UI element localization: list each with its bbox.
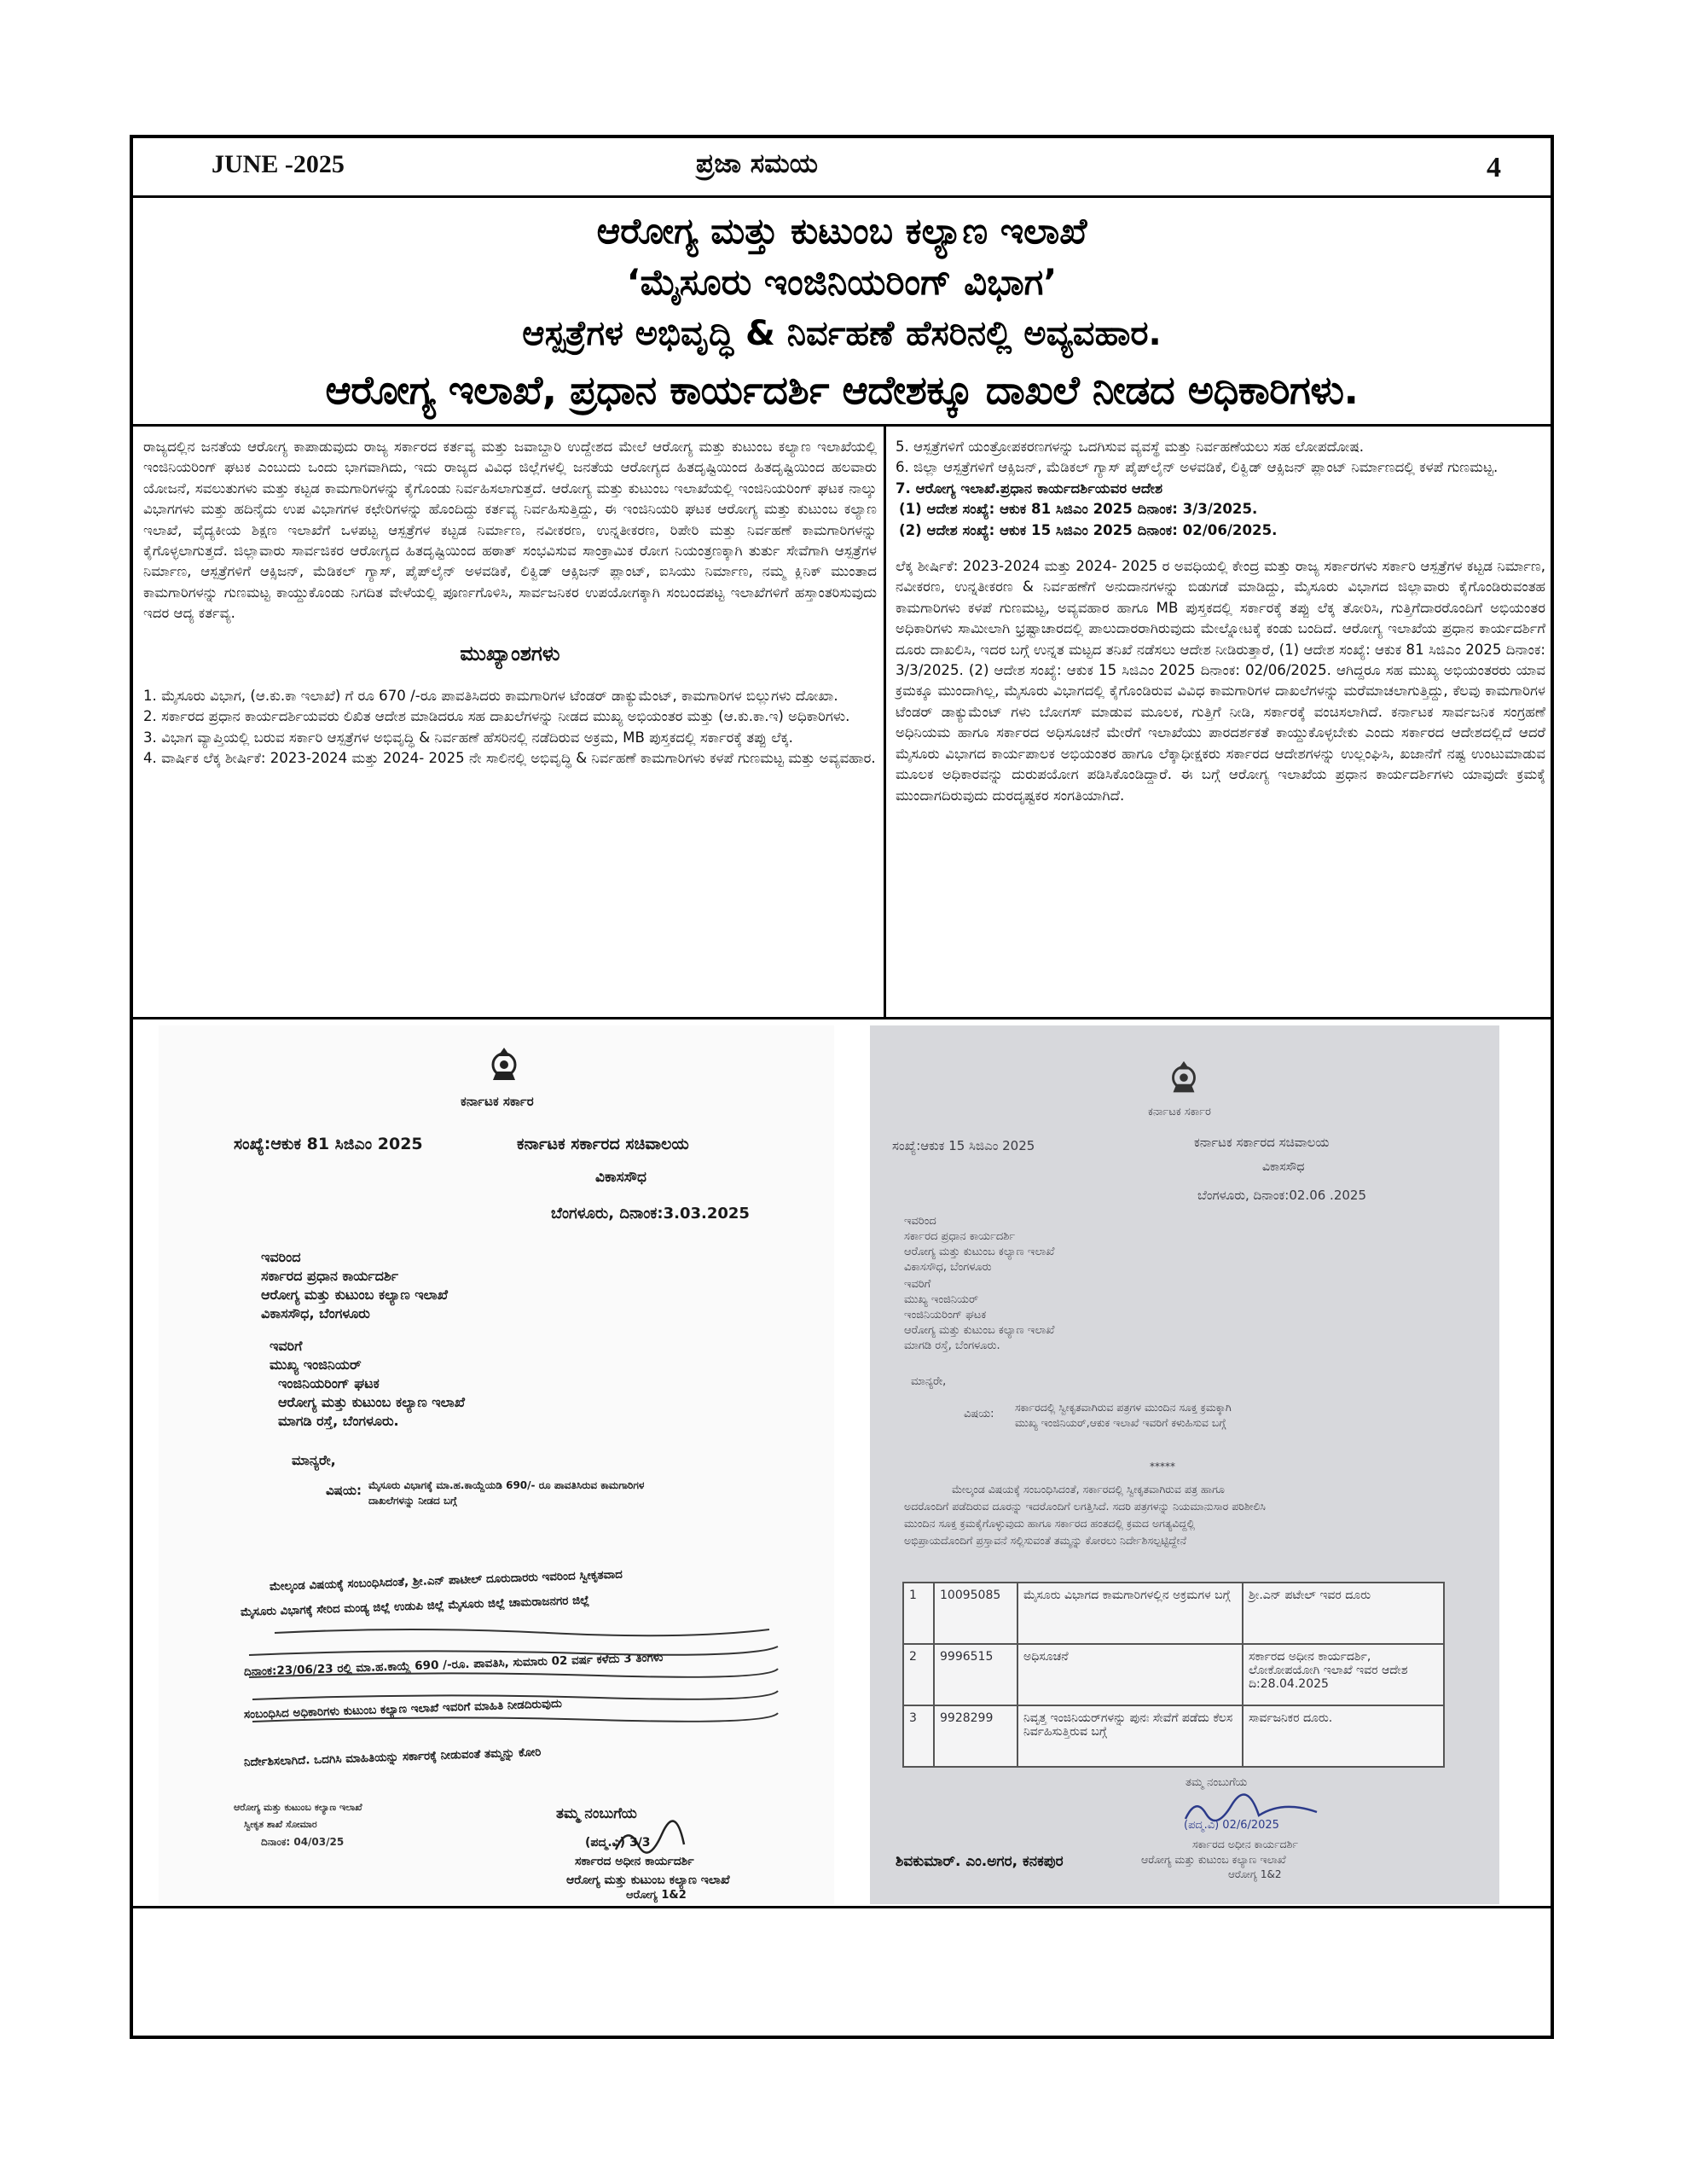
footer-divider [133, 1906, 1551, 1908]
page-number: 4 [1487, 152, 1501, 183]
newspaper-page [130, 135, 1554, 2039]
receipt-stamp-date: ದಿನಾಂಕ: 04/03/25 [261, 1836, 345, 1848]
photo-credit: ಶಿವಕುಮಾರ್. ಎಂ.ಅಗರ, ಕನಕಪುರ [896, 1853, 1064, 1870]
salutation: ಮಾನ್ಯರೇ, [292, 1452, 336, 1468]
highlight-point: 6. ಜಿಲ್ಲಾ ಆಸ್ಪತ್ರೆಗಳಿಗೆ ಆಕ್ಸಿಜನ್, ಮೆಡಿಕಲ್ ಗ್ಯಾಸ್ ಪೈಪ್‌ಲೈನ್ ಅಳವಡಿಕೆ, ಲಿಕ್ವಿಡ್ ಆಕ್ಸಿಜನ್ ಪ್ಲಾಂಟ್ ನಿರ್ಮಾಣದಲ್ಲಿ ಕಳಪೆ ಗುಣಮಟ್ಟ. [896, 459, 1499, 476]
separator-stars: ***** [1150, 1461, 1175, 1472]
signatory-title: ಸರ್ಕಾರದ ಅಧೀನ ಕಾರ್ಯದರ್ಶಿ [1192, 1838, 1298, 1850]
issue-date: JUNE -2025 [212, 150, 345, 178]
letter-body-line: ನಿರ್ದೇಶಿಸಲಾಗಿದೆ. ಒದಗಿಸಿ ಮಾಹಿತಿಯನ್ನು ಸರ್ಕಾರಕ್ಕೆ ನೀಡುವಂತೆ ತಮ್ಮನ್ನು ಕೋರಿ [243, 1745, 542, 1769]
headline-line-4: ಆರೋಗ್ಯ ಇಲಾಖೆ, ಪ್ರಧಾನ ಕಾರ್ಯದರ್ಶಿ ಆದೇಶಕ್ಕೂ ದಾಖಲೆ ನೀಡದ ಅಧಿಕಾರಿಗಳು. [325, 367, 1359, 413]
signatory-section: ಆರೋಗ್ಯ 1&2 [626, 1889, 687, 1902]
receipt-stamp-line: ಸ್ವೀಕೃತ ಶಾಖೆ ಸೋಮಾರ [244, 1819, 317, 1830]
subject-label: ವಿಷಯ: [964, 1408, 994, 1420]
to-label: ಇವರಿಗೆ [270, 1338, 303, 1354]
letter-date: ಬೆಂಗಳೂರು, ದಿನಾಂಕ:3.03.2025 [551, 1205, 750, 1223]
signatory-section: ಆರೋಗ್ಯ 1&2 [1228, 1868, 1282, 1880]
sender-line: ಆರೋಗ್ಯ ಮತ್ತು ಕುಟುಂಬ ಕಲ್ಯಾಣ ಇಲಾಖೆ [904, 1246, 1055, 1258]
table-cell: 2 [903, 1644, 934, 1705]
karnataka-emblem-icon [1163, 1060, 1204, 1101]
highlight-point: 1. ಮೈಸೂರು ವಿಭಾಗ, (ಆ.ಕು.ಕಾ ಇಲಾಖೆ) ಗೆ ರೂ 670 /-ರೂ ಪಾವತಿಸಿದರು ಕಾಮಗಾರಿಗಳ ಟೆಂಡರ್ ಡಾಕ್ಯುಮೆಂಟ್, ಕಾಮಗಾರಿಗಳ ಬಿಲ್ಲುಗಳು ದೋಖಾ. [143, 688, 838, 705]
letter-subject: ಮೈಸೂರು ವಿಭಾಗಕ್ಕೆ ಮಾ.ಹ.ಕಾಯ್ದೆಯಡಿ 690/- ರೂ ಪಾವತಿಸಿರುವ ಕಾಮಗಾರಿಗಳ ದಾಖಲೆಗಳನ್ನು ನೀಡದ ಬಗ್ಗೆ [368, 1479, 645, 1507]
recipient-line: ಮಾಗಡಿ ರಸ್ತೆ, ಬೆಂಗಳೂರು. [904, 1339, 1000, 1352]
sender-line: ಸರ್ಕಾರದ ಪ್ರಧಾನ ಕಾರ್ಯದರ್ಶಿ [261, 1268, 399, 1284]
recipient-line: ಮುಖ್ಯ ಇಂಜಿನಿಯರ್ [270, 1356, 362, 1373]
letter-body-line: ಅದರೊಂದಿಗೆ ಪಡೆದಿರುವ ದೂರನ್ನು ಇದರೊಂದಿಗೆ ಲಗತ್ತಿಸಿದೆ. ಸದರಿ ಪತ್ರಗಳನ್ನು ನಿಯಮಾನುಸಾರ ಪರಿಶೀಲಿಸಿ [904, 1500, 1266, 1513]
letter-body-line: ಮುಂದಿನ ಸೂಕ್ತ ಕ್ರಮಕೈಗೊಳ್ಳುವುದು ಹಾಗೂ ಸರ್ಕಾರದ ಹಂತದಲ್ಲಿ ಕ್ರಮದ ಅಗತ್ಯವಿದ್ದಲ್ಲಿ [904, 1517, 1196, 1530]
page-header [133, 138, 1551, 198]
highlight-point: 4. ವಾರ್ಷಿಕ ಲೆಕ್ಕ ಶೀರ್ಷಿಕೆ: 2023-2024 ಮತ್ತು 2024- 2025 ನೇ ಸಾಲಿನಲ್ಲಿ ಅಭಿವೃದ್ಧಿ & ನಿರ್ವಹಣೆ ಕಾಮಗಾರಿಗಳು ಕಳಪೆ ಗುಣಮಟ್ಟ ಮತ್ತು ಅವ್ಯವಹಾರ. [143, 750, 876, 767]
letter-body-line: ದಿನಾಂಕ:23/06/23 ರಲ್ಲಿ ಮಾ.ಹ.ಕಾಯ್ದೆ 690 /-ರೂ. ಪಾವತಿಸಿ, ಸುಮಾರು 02 ವರ್ಷ ಕಳೆದು 3 ತಿಂಗಳು [243, 1650, 664, 1679]
secretariat-label: ಕರ್ನಾಟಕ ಸರ್ಕಾರದ ಸಚಿವಾಲಯ [1194, 1135, 1330, 1150]
table-cell: 9928299 [934, 1705, 1017, 1767]
government-letter-scan-1 [159, 1025, 834, 1904]
recipient-line: ಇಂಜಿನಿಯರಿಂಗ್ ಘಟಕ [904, 1309, 987, 1321]
order-reference-1: (1) ಆದೇಶ ಸಂಖ್ಯೆ: ಆಕುಕ 81 ಸಿಜಿಎಂ 2025 ದಿನಾಂಕ: 3/3/2025. [899, 501, 1258, 518]
receipt-stamp-line: ಆರೋಗ್ಯ ಮತ್ತು ಕುಟುಂಬ ಕಲ್ಯಾಣ ಇಲಾಖೆ [234, 1802, 362, 1813]
highlight-point: 5. ಆಸ್ಪತ್ರೆಗಳಿಗೆ ಯಂತ್ರೋಪಕರಣಗಳನ್ನು ಒದಗಿಸುವ ವ್ಯವಸ್ಥೆ ಮತ್ತು ನಿರ್ವಹಣೆಯಲು ಸಹ ಲೋಪದೋಷ. [896, 439, 1365, 455]
highlight-point: 3. ವಿಭಾಗ ವ್ಯಾಪ್ತಿಯಲ್ಲಿ ಬರುವ ಸರ್ಕಾರಿ ಆಸ್ಪತ್ರೆಗಳ ಅಭಿವೃದ್ಧಿ & ನಿರ್ವಹಣೆ ಹೆಸರಿನಲ್ಲಿ ನಡೆದಿರುವ ಅಕ್ರಮ, MB ಪುಸ್ತಕದಲ್ಲಿ ಸರ್ಕಾರಕ್ಕೆ ತಪ್ಪು ಲೆಕ್ಕ. [143, 729, 793, 746]
salutation: ಮಾನ್ಯರೇ, [911, 1375, 947, 1388]
table-cell: 1 [903, 1583, 934, 1644]
recipient-line: ಆರೋಗ್ಯ ಮತ್ತು ಕುಟುಂಬ ಕಲ್ಯಾಣ ಇಲಾಖೆ [904, 1324, 1055, 1337]
table-cell: 9996515 [934, 1644, 1017, 1705]
karnataka-emblem-icon [483, 1046, 525, 1089]
subject-label: ವಿಷಯ: [326, 1483, 362, 1498]
section-divider [133, 1017, 1551, 1019]
table-cell: ಮೈಸೂರು ವಿಭಾಗದ ಕಾಮಗಾರಿಗಳಲ್ಲಿನ ಅಕ್ರಮಗಳ ಬಗ್ಗೆ [1017, 1583, 1243, 1644]
table-cell: 10095085 [934, 1583, 1017, 1644]
newspaper-name: ಪ್ರಜಾ ಸಮಯ [696, 148, 818, 179]
highlight-point: 2. ಸರ್ಕಾರದ ಪ್ರಧಾನ ಕಾರ್ಯದರ್ಶಿಯವರು ಲಿಖಿತ ಆದೇಶ ಮಾಡಿದರೂ ಸಹ ದಾಖಲೆಗಳನ್ನು ನೀಡದ ಮುಖ್ಯ ಅಭಿಯಂತರ ಮತ್ತು (ಆ.ಕು.ಕಾ.ಇ) ಅಧಿಕಾರಿಗಳು. [143, 708, 850, 725]
letter-body-line: ಮೇಲ್ಕಂಡ ವಿಷಯಕ್ಕೆ ಸಂಬಂಧಿಸಿದಂತೆ, ಸರ್ಕಾರದಲ್ಲಿ ಸ್ವೀಕೃತವಾಗಿರುವ ಪತ್ರ ಹಾಗೂ [952, 1483, 1225, 1496]
article-right-column [896, 437, 1545, 806]
signatory-dept: ಆರೋಗ್ಯ ಮತ್ತು ಕುಟುಂಬ ಕಲ್ಯಾಣ ಇಲಾಖೆ [566, 1873, 730, 1887]
table-cell: ನಿವೃತ್ತ ಇಂಜಿನಿಯರ್‌ಗಳನ್ನು ಪುನಃ ಸೇವೆಗೆ ಪಡೆದು ಕೆಲಸ ನಿರ್ವಹಿಸುತ್ತಿರುವ ಬಗ್ಗೆ [1017, 1705, 1243, 1767]
table-row [903, 1583, 1444, 1644]
recipient-line: ಮಾಗಡಿ ರಸ್ತೆ, ಬೆಂಗಳೂರು. [278, 1413, 399, 1429]
table-cell: ಸರ್ಕಾರದ ಅಧೀನ ಕಾರ್ಯದರ್ಶಿ, ಲೋಕೋಪಯೋಗಿ ಇಲಾಖೆ ಇವರ ಆದೇಶ ದಿ:28.04.2025 [1243, 1644, 1444, 1705]
letter-body-scribble [241, 1614, 786, 1751]
column-divider [884, 427, 886, 1017]
table-cell: 3 [903, 1705, 934, 1767]
highlights-heading: ಮುಖ್ಯಾಂಶಗಳು [460, 641, 560, 665]
signatory-name: (ಪದ್ಮ.ವಿ) 02/6/2025 [1184, 1819, 1279, 1832]
building-label: ವಿಕಾಸಸೌಧ [1262, 1160, 1305, 1174]
closing-text: ತಮ್ಮ ನಂಬುಗೆಯ [1186, 1776, 1248, 1789]
sender-line: ಆರೋಗ್ಯ ಮತ್ತು ಕುಟುಂಬ ಕಲ್ಯಾಣ ಇಲಾಖೆ [261, 1287, 448, 1303]
letter-body-line: ಮೈಸೂರು ವಿಭಾಗಕ್ಕೆ ಸೇರಿದ ಮಂಡ್ಯ ಜಿಲ್ಲೆ ಉಡುಪಿ ಜಿಲ್ಲೆ ಮೈಸೂರು ಜಿಲ್ಲೆ ಚಾಮರಾಜನಗರ ಜಿಲ್ಲೆ [240, 1593, 590, 1619]
article-body: ಲೆಕ್ಕ ಶೀರ್ಷಿಕೆ: 2023-2024 ಮತ್ತು 2024- 2025 ರ ಅವಧಿಯಲ್ಲಿ ಕೇಂದ್ರ ಮತ್ತು ರಾಜ್ಯ ಸರ್ಕಾರಗಳು ಸರ್ಕಾರಿ ಆಸ್ಪತ್ರೆಗಳ ಕಟ್ಟಡ ನಿರ್ಮಾಣ, ನವೀಕರಣ, ಉನ್ನತೀಕರಣ & ನಿರ್ವಹಣೆಗೆ ಅನುದಾನಗಳನ್ನು ಬಿಡುಗಡೆ ಮಾಡಿದ್ದು, ಮೈಸೂರು ವಿಭಾಗದ ಜಿಲ್ಲಾವಾರು ಕೈಗೊಂಡಿರುವಂತಹ ಕಾಮಗಾರಿಗಳು ಕಳಪೆ ಗುಣಮಟ್ಟ, ಅವ್ಯವಹಾರ ಹಾಗೂ MB ಪುಸ್ತಕದಲ್ಲಿ ಸರ್ಕಾರಕ್ಕೆ ತಪ್ಪು ಲೆಕ್ಕ ತೋರಿಸಿ, ಗುತ್ತಿಗೆದಾರರೊಂದಿಗೆ ಅಭಿಯಂತರ ಅಧಿಕಾರಿಗಳು ಸಾಮೀಲಾಗಿ ಭ್ರಷ್ಟಾಚಾರದಲ್ಲಿ ಪಾಲುದಾರರಾಗಿರುವುದು ಮೇಲ್ನೋಟಕ್ಕೆ ಕಂಡು ಬಂದಿದೆ. ಆರೋಗ್ಯ ಇಲಾಖೆಯ ಪ್ರಧಾನ ಕಾರ್ಯದರ್ಶಿಗೆ ದೂರು ದಾಖಲಿಸಿ, ಇದರ ಬಗ್ಗೆ ಉನ್ನತ ಮಟ್ಟದ ತನಿಖೆ ನಡೆಸಲು ಆದೇಶ ನೀಡಿರುತ್ತಾರೆ, (1) ಆದೇಶ ಸಂಖ್ಯೆ: ಆಕುಕ 81 ಸಿಜಿಎಂ 2025 ದಿನಾಂಕ: 3/3/2025. (2) ಆದೇಶ ಸಂಖ್ಯೆ: ಆಕುಕ 15 ಸಿಜಿಎಂ 2025 ದಿನಾಂಕ: 02/06/2025. ಆಗಿದ್ದರೂ ಸಹ ಮುಖ್ಯ ಅಭಿಯಂತರರು ಯಾವ ಕ್ರಮಕ್ಕೂ ಮುಂದಾಗಿಲ್ಲ, ಮೈಸೂರು ವಿಭಾಗದಲ್ಲಿ ಕೈಗೊಂಡಿರುವ ವಿವಿಧ ಕಾಮಗಾರಿಗಳ ದಾಖಲೆಗಳನ್ನು ಮರೆಮಾಚಲಾಗುತ್ತಿದ್ದು, ಕೆಲವು ಕಾಮಗಾರಿಗಳ ಟೆಂಡರ್ ಡಾಕ್ಯುಮೆಂಟ್ ಗಳು ಬೋಗಸ್ ಮಾಡುವ ಮೂಲಕ, ಗುತ್ತಿಗೆ ನೀಡಿ, ಸರ್ಕಾರಕ್ಕೆ ವಂಚಿಸಲಾಗಿದೆ. ಕರ್ನಾಟಕ ಸಾರ್ವಜನಿಕ ಸಂಗ್ರಹಣೆ ಅಧಿನಿಯಮ ಹಾಗೂ ಸರ್ಕಾರದ ಅಧಿಸೂಚನೆ ಮೇರೆಗೆ ಇಲಾಖೆಯು ಪಾರದರ್ಶಕತೆ ಕಾಯ್ದುಕೊಳ್ಳಬೇಕು ಎಂದು ಸರ್ಕಾರದ ಆದೇಶದಲ್ಲಿದೆ ಆದರೆ ಮೈಸೂರು ವಿಭಾಗದ ಕಾರ್ಯಪಾಲಕ ಅಭಿಯಂತರ ಹಾಗೂ ಲೆಕ್ಕಾಧೀಕ್ಷಕರು ಸರ್ಕಾರದ ಆದೇಶಗಳನ್ನು ಉಲ್ಲಂಘಿಸಿ, ಖಜಾನೆಗೆ ನಷ್ಟ ಉಂಟುಮಾಡುವ ಮೂಲಕ ಅಧಿಕಾರವನ್ನು ದುರುಪಯೋಗ ಪಡಿಸಿಕೊಂಡಿದ್ದಾರೆ. ಈ ಬಗ್ಗೆ ಆರೋಗ್ಯ ಇಲಾಖೆಯ ಪ್ರಧಾನ ಕಾರ್ಯದರ್ಶಿಗಳು ಯಾವುದೇ ಕ್ರಮಕ್ಕೆ ಮುಂದಾಗದಿರುವುದು ದುರದೃಷ್ಟಕರ ಸಂಗತಿಯಾಗಿದೆ. [896, 558, 1545, 804]
headline-line-1: ಆರೋಗ್ಯ ಮತ್ತು ಕುಟುಂಬ ಕಲ್ಯಾಣ ಇಲಾಖೆ [596, 210, 1087, 252]
table-cell: ಅಧಿಸೂಚನೆ [1017, 1644, 1243, 1705]
letter-body-line: ಸಂಬಂಧಿಸಿದ ಅಧಿಕಾರಿಗಳು ಕುಟುಂಬ ಕಲ್ಯಾಣ ಇಲಾಖೆ ಇವರಿಗೆ ಮಾಹಿತಿ ನೀಡದಿರುವುದು [243, 1696, 563, 1722]
table-cell: ಶ್ರೀ.ಎನ್ ಪಟೇಲ್ ಇವರ ದೂರು [1243, 1583, 1444, 1644]
letter-reference: ಸಂಖ್ಯೆ:ಆಕುಕ 15 ಸಿಜಿಎಂ 2025 [892, 1138, 1035, 1153]
from-label: ಇವರಿಂದ [261, 1249, 301, 1265]
signatory-dept: ಆರೋಗ್ಯ ಮತ್ತು ಕುಟುಂಬ ಕಲ್ಯಾಣ ಇಲಾಖೆ [1141, 1853, 1286, 1866]
article-intro: ರಾಜ್ಯದಲ್ಲಿನ ಜನತೆಯ ಆರೋಗ್ಯ ಕಾಪಾಡುವುದು ರಾಜ್ಯ ಸರ್ಕಾರದ ಕರ್ತವ್ಯ ಮತ್ತು ಜವಾಬ್ದಾರಿ ಉದ್ದೇಶದ ಮೇಲೆ ಆರೋಗ್ಯ ಮತ್ತು ಕುಟುಂಬ ಕಲ್ಯಾಣ ಇಲಾಖೆಯಲ್ಲಿ ಇಂಜಿನಿಯರಿಂಗ್ ಘಟಕ ಎಂಬುದು ಒಂದು ಭಾಗವಾಗಿದು, ಇದು ರಾಜ್ಯದ ವಿವಿಧ ಜಿಲ್ಲೆಗಳಲ್ಲಿ ಜನತೆಯ ಆರೋಗ್ಯದ ಹಿತದೃಷ್ಟಿಯಿಂದ ಹಿತದೃಷ್ಟಿಯಿಂದ ಹಲವಾರು ಯೋಜನೆ, ಸವಲುತುಗಳು ಮತ್ತು ಕಟ್ಟಡ ಕಾಮಗಾರಿಗಳನ್ನು ಕೈಗೊಂಡು ನಿರ್ವಹಿಸಲಾಗುತ್ತದೆ. ಆರೋಗ್ಯ ಮತ್ತು ಕುಟುಂಬ ಇಲಾಖೆಯಲ್ಲಿ ಇಂಜಿನಿಯರಿಂಗ್ ಘಟಕ ನಾಲ್ಕು ವಿಭಾಗಗಳು ಮತ್ತು ಹದಿನೈದು ಉಪ ವಿಭಾಗಗಳ ಕಛೇರಿಗಳನ್ನು ಹೊಂದಿದ್ದು ಕರ್ತವ್ಯ ನಿರ್ವಹಿಸುತ್ತಿದ್ದು, ಈ ಇಂಜಿನಿಯರಿ ಘಟಕ ಆರೋಗ್ಯ ಮತ್ತು ಕುಟುಂಬ ಕಲ್ಯಾಣ ಇಲಾಖೆ, ವೈದ್ಯಕೀಯ ಶಿಕ್ಷಣ ಇಲಾಖೆಗೆ ಒಳಪಟ್ಟ ಆಸ್ಪತ್ರೆಗಳ ಕಟ್ಟಡ ನಿರ್ಮಾಣ, ನವೀಕರಣ, ಉನ್ನತೀಕರಣ, ರಿಪೇರಿ ಮತ್ತು ನಿರ್ವಹಣೆ ಕಾಮಗಾರಿಗಳನ್ನು ಕೈಗೊಳ್ಳಲಾಗುತ್ತದೆ. ಜಿಲ್ಲಾವಾರು ಸಾರ್ವಜಿಕರ ಆರೋಗ್ಯದ ಹಿತದೃಷ್ಟಿಯಿಂದ ಹಠಾತ್ ಸಂಭವಿಸುವ ಸಾಂಕ್ರಾಮಿಕ ರೋಗ ನಿಯಂತ್ರಣಕ್ಕಾಗಿ ತುರ್ತು ಸೇವೆಗಾಗಿ ಆಸ್ಪತ್ರೆಗಳ ನಿರ್ಮಾಣ, ಆಸ್ಪತ್ರೆಗಳಿಗೆ ಆಕ್ಸಿಜನ್, ಮೆಡಿಕಲ್ ಗ್ಯಾಸ್, ಪೈಪ್‌ಲೈನ್ ಅಳವಡಿಕೆ, ಲಿಕ್ವಿಡ್ ಆಕ್ಸಿಜನ್ ಪ್ಲಾಂಟ್, ಐಸಿಯು ನಿರ್ಮಾಣ, ನಮ್ಮ ಕ್ಲಿನಿಕ್ ಮುಂತಾದ ಕಾಮಗಾರಿಗಳನ್ನು ಗುಣಮಟ್ಟ ಕಾಯ್ದುಕೊಂಡು ನಿಗದಿತ ವೇಳೆಯಲ್ಲಿ ಪೂರ್ಣಗೊಳಿಸಿ, ಸಾರ್ವಜನಿಕರ ಉಪಯೋಗಕ್ಕಾಗಿ ಸಂಬಂದಪಟ್ಟ ಇಲಾಖೆಗಳಿಗೆ ಹಸ್ತಾಂತರಿಸುವುದು ಇದರ ಆದ್ಯ ಕರ್ತವ್ಯ. [143, 439, 877, 622]
government-letter-scan-2 [870, 1025, 1499, 1904]
order-reference-2: (2) ಆದೇಶ ಸಂಖ್ಯೆ: ಆಕುಕ 15 ಸಿಜಿಎಂ 2025 ದಿನಾಂಕ: 02/06/2025. [899, 521, 1278, 538]
letter-body-line: ಮೇಲ್ಕಂಡ ವಿಷಯಕ್ಕೆ ಸಂಬಂಧಿಸಿದಂತೆ, ಶ್ರೀ.ಎನ್ ಪಾಟೀಲ್ ದೂರುದಾರರು ಇವರಿಂದ ಸ್ವೀಕೃತವಾದ [269, 1567, 623, 1594]
article-left-column [143, 437, 877, 770]
orders-heading: 7. ಆರೋಗ್ಯ ಇಲಾಖೆ.ಪ್ರಧಾನ ಕಾರ್ಯದರ್ಶಿಯವರ ಆದೇಶ [896, 479, 1163, 497]
headline-block [133, 198, 1551, 427]
sender-line: ವಿಕಾಸಸೌಧ, ಬೆಂಗಳೂರು [904, 1261, 992, 1274]
recipient-line: ಆರೋಗ್ಯ ಮತ್ತು ಕುಟುಂಬ ಕಲ್ಯಾಣ ಇಲಾಖೆ [278, 1394, 465, 1410]
table-cell: ಸಾರ್ವಜನಿಕರ ದೂರು. [1243, 1705, 1444, 1767]
recipient-line: ಇಂಜಿನಿಯರಿಂಗ್ ಘಟಕ [278, 1375, 380, 1391]
headline-line-3: ಆಸ್ಪತ್ರೆಗಳ ಅಭಿವೃದ್ಧಿ & ನಿರ್ವಹಣೆ ಹೆಸರಿನಲ್ಲಿ ಅವ್ಯವಹಾರ. [522, 314, 1162, 353]
headline-line-2: ‘ಮೈಸೂರು ಇಂಜಿನಿಯರಿಂಗ್ ವಿಭಾಗ’ [626, 261, 1058, 303]
signatory-name: (ಪದ್ಮ.ವಿ) 3/3 [585, 1836, 651, 1850]
letter-subject: ಮುಖ್ಯ ಇಂಜಿನಿಯರ್,ಆಕುಕ ಇಲಾಖೆ ಇವರಿಗೆ ಕಳುಹಿಸುವ ಬಗ್ಗೆ [1015, 1416, 1226, 1429]
from-label: ಇವರಿಂದ [904, 1215, 936, 1228]
table-row [903, 1644, 1444, 1705]
to-label: ಇವರಿಗೆ [904, 1278, 931, 1291]
table-row [903, 1705, 1444, 1767]
reference-table [902, 1582, 1445, 1768]
signatory-title: ಸರ್ಕಾರದ ಅಧೀನ ಕಾರ್ಯದರ್ಶಿ [575, 1855, 694, 1868]
closing-text: ತಮ್ಮ ನಂಬುಗೆಯ [556, 1805, 637, 1822]
govt-label: ಕರ್ನಾಟಕ ಸರ್ಕಾರ [461, 1094, 534, 1109]
govt-label: ಕರ್ನಾಟಕ ಸರ್ಕಾರ [1148, 1106, 1211, 1118]
letter-subject: ಸರ್ಕಾರದಲ್ಲಿ ಸ್ವೀಕೃತವಾಗಿರುವ ಪತ್ರಗಳ ಮುಂದಿನ ಸೂಕ್ತ ಕ್ರಮಕ್ಕಾಗಿ [1015, 1401, 1232, 1414]
letter-body-line: ಅಭಿಪ್ರಾಯದೊಂದಿಗೆ ಪ್ರಸ್ತಾವನೆ ಸಲ್ಲಿಸುವಂತೆ ತಮ್ಮನ್ನು ಕೋರಲು ನಿರ್ದೇಶಿಸಲ್ಪಟ್ಟಿದ್ದೇನೆ [904, 1534, 1187, 1547]
sender-line: ಸರ್ಕಾರದ ಪ್ರಧಾನ ಕಾರ್ಯದರ್ಶಿ [904, 1230, 1016, 1243]
letter-date: ಬೆಂಗಳೂರು, ದಿನಾಂಕ:02.06 .2025 [1197, 1188, 1366, 1203]
letter-reference: ಸಂಖ್ಯೆ:ಆಕುಕ 81 ಸಿಜಿಎಂ 2025 [234, 1135, 423, 1153]
building-label: ವಿಕಾಸಸೌಧ [595, 1169, 646, 1186]
recipient-line: ಮುಖ್ಯ ಇಂಜಿನಿಯರ್ [904, 1293, 979, 1306]
sender-line: ವಿಕಾಸಸೌಧ, ಬೆಂಗಳೂರು [261, 1305, 370, 1321]
secretariat-label: ಕರ್ನಾಟಕ ಸರ್ಕಾರದ ಸಚಿವಾಲಯ [517, 1135, 689, 1153]
